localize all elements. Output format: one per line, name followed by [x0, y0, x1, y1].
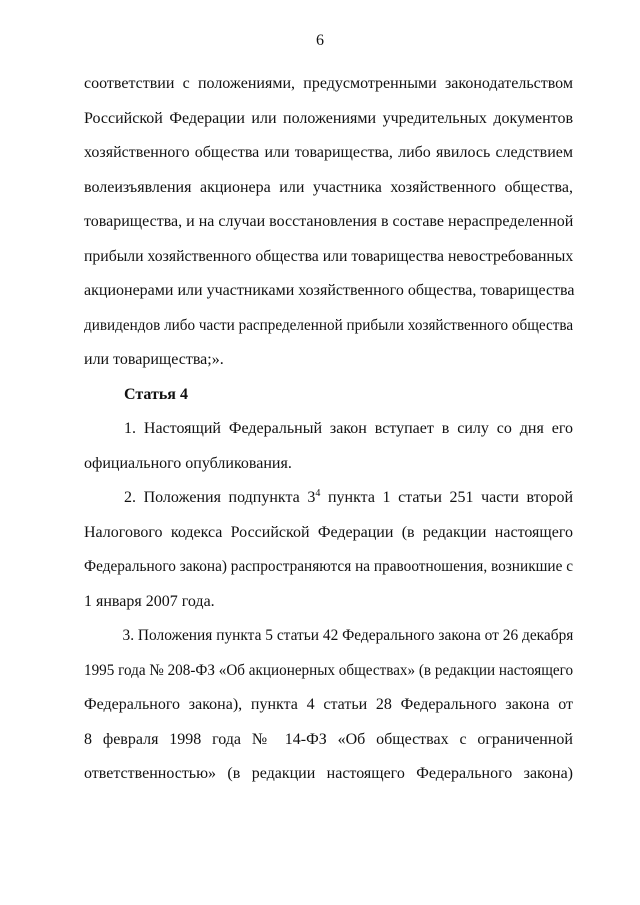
article-paragraph-1 [84, 412, 573, 481]
continuation-paragraph [84, 67, 573, 378]
text-line: волеизъявления акционера или участника хозяйственного общества, [84, 178, 573, 196]
text-line: прибыли хозяйственного общества или товарищества невостребованных [84, 247, 574, 265]
text-line: акционерами или участниками хозяйственного общества, товарищества [84, 282, 575, 299]
text-line: Российской Федерации или положениями учредительных документов [84, 109, 573, 127]
text-line: 3. Положения пункта 5 статьи 42 Федерального закона от 26 декабря [122, 627, 574, 644]
text-line: Федерального закона) распространяются на правоотношения, возникшие с [84, 558, 574, 575]
page-number: 6 [316, 32, 324, 49]
text-line: хозяйственного общества или товарищества, либо явилось следствием [84, 144, 573, 161]
text-fragment: 2. Положения подпункта 3 [124, 489, 316, 506]
text-line: товарищества, и на случаи восстановления в составе нераспределенной [84, 213, 574, 230]
text-line: официального опубликования. [84, 454, 292, 472]
text-fragment: пункта 1 статьи 251 части второй [320, 489, 574, 506]
article-paragraph-3 [84, 619, 573, 792]
text-line: Федерального закона), пункта 4 статьи 28 Федерального закона от [84, 696, 573, 713]
text-line: 1995 года № 208-ФЗ «Об акционерных обществах» (в редакции настоящего [84, 661, 574, 679]
text-line: или товарищества;». [84, 351, 224, 368]
text-line: Налогового кодекса Российской Федерации (в редакции настоящего [84, 523, 573, 541]
superscript: 4 [315, 488, 321, 499]
text-line: дивидендов либо части распределенной прибыли хозяйственного общества [84, 316, 574, 334]
document-body [84, 67, 573, 792]
text-line [84, 481, 573, 516]
article-paragraph-2 [84, 481, 573, 619]
text-line: 1 января 2007 года. [84, 592, 215, 610]
text-line: 8 февраля 1998 года № 14-ФЗ «Об обществах с ограниченной [84, 730, 573, 748]
text-line: ответственностью» (в редакции настоящего Федерального закона) [84, 765, 573, 782]
text-line: соответствии с положениями, предусмотренными законодательством [84, 75, 573, 92]
text-line: 1. Настоящий Федеральный закон вступает в силу со дня его [124, 420, 573, 437]
article-heading: Статья 4 [124, 385, 188, 403]
